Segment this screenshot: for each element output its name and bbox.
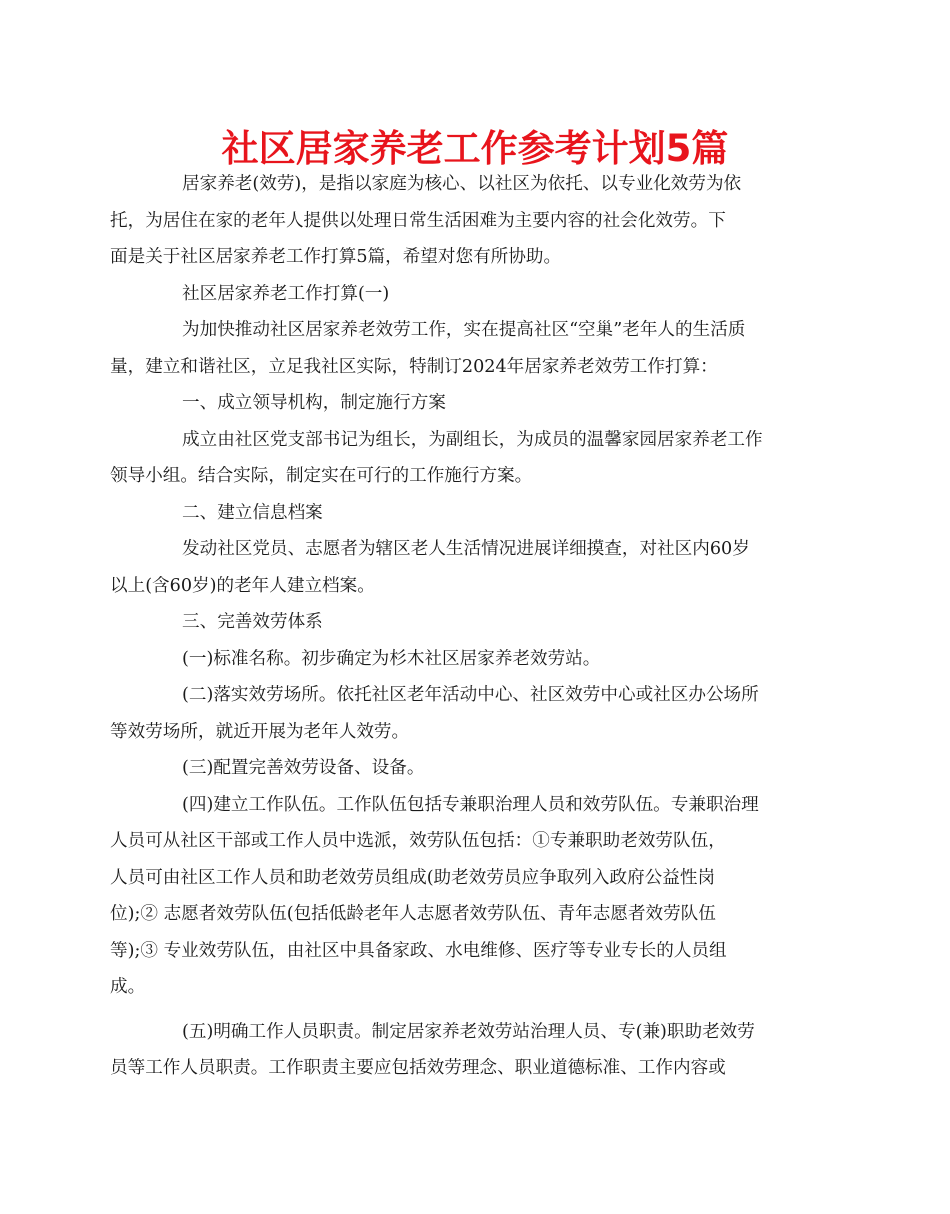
document-title: 社区居家养老工作参考计划5篇 — [221, 127, 729, 170]
paragraph-item-1 — [146, 641, 806, 678]
text-line: (一)标准名称。初步确定为杉木社区居家养老效劳站。 — [182, 648, 601, 669]
text-line: 员等工作人员职责。工作职责主要应包括效劳理念、职业道德标准、工作内容或 — [110, 1058, 726, 1078]
text-line: 三、完善效劳体系 — [182, 612, 323, 632]
text-line: 成。 — [110, 977, 146, 997]
paragraph-section-2 — [146, 495, 806, 532]
text-line: (二)落实效劳场所。依托社区老年活动中心、社区效劳中心或社区办公场所 — [182, 685, 759, 705]
text-line: 面是关于社区居家养老工作打算5篇，希望对您有所协助。 — [110, 247, 562, 267]
text-line: 量，建立和谐社区，立足我社区实际，特制订2024年居家养老效劳工作打算： — [110, 356, 718, 377]
text-line: 托，为居住在家的老年人提供以处理日常生活困难为主要内容的社会化效劳。下 — [110, 210, 726, 231]
text-line: 位);② 志愿者效劳队伍(包括低龄老年人志愿者效劳队伍、青年志愿者效劳队伍 — [110, 904, 716, 924]
text-line: 等效劳场所，就近开展为老年人效劳。 — [110, 721, 410, 742]
paragraph-item-3 — [146, 750, 806, 787]
paragraph-purpose — [110, 312, 806, 385]
text-line: (五)明确工作人员职责。制定居家养老效劳站治理人员、专(兼)职助老效劳 — [182, 1021, 755, 1042]
paragraph-item-2 — [110, 677, 806, 750]
paragraph-section-1 — [146, 385, 806, 422]
text-line: 人员可由社区工作人员和助老效劳员组成(助老效劳员应争取列入政府公益性岗 — [110, 867, 716, 888]
paragraph-section-3 — [146, 604, 806, 641]
paragraph-intro — [110, 166, 806, 276]
paragraph-heading-plan-1 — [146, 276, 806, 313]
text-line: 人员可从社区干部或工作人员中选派，效劳队伍包括：①专兼职助老效劳队伍， — [110, 831, 726, 851]
text-line: (四)建立工作队伍。工作队伍包括专兼职治理人员和效劳队伍。专兼职治理 — [182, 794, 759, 815]
text-line: 发动社区党员、志愿者为辖区老人生活情况进展详细摸查，对社区内60岁 — [182, 539, 750, 559]
document-body — [110, 166, 806, 1087]
text-line: 等);③ 专业效劳队伍，由社区中具备家政、水电维修、医疗等专业专长的人员组 — [110, 940, 727, 961]
paragraph-archives — [110, 531, 806, 604]
text-line: 领导小组。结合实际，制定实在可行的工作施行方案。 — [110, 466, 533, 486]
text-line: 为加快推动社区居家养老效劳工作，实在提高社区“空巢”老年人的生活质 — [182, 320, 746, 340]
text-line: 居家养老(效劳)，是指以家庭为核心、以社区为依托、以专业化效劳为依 — [182, 174, 742, 194]
text-line: (三)配置完善效劳设备、设备。 — [182, 758, 425, 778]
text-line: 社区居家养老工作打算(一) — [182, 283, 390, 304]
paragraph-leadership — [110, 422, 806, 495]
text-line: 二、建立信息档案 — [182, 502, 323, 523]
text-line: 以上(含60岁)的老年人建立档案。 — [110, 575, 375, 596]
text-line: 一、成立领导机构，制定施行方案 — [182, 393, 446, 413]
paragraph-item-5 — [110, 1014, 806, 1087]
text-line: 成立由社区党支部书记为组长，为副组长，为成员的温馨家园居家养老工作 — [182, 429, 763, 450]
paragraph-item-4 — [110, 787, 806, 1006]
